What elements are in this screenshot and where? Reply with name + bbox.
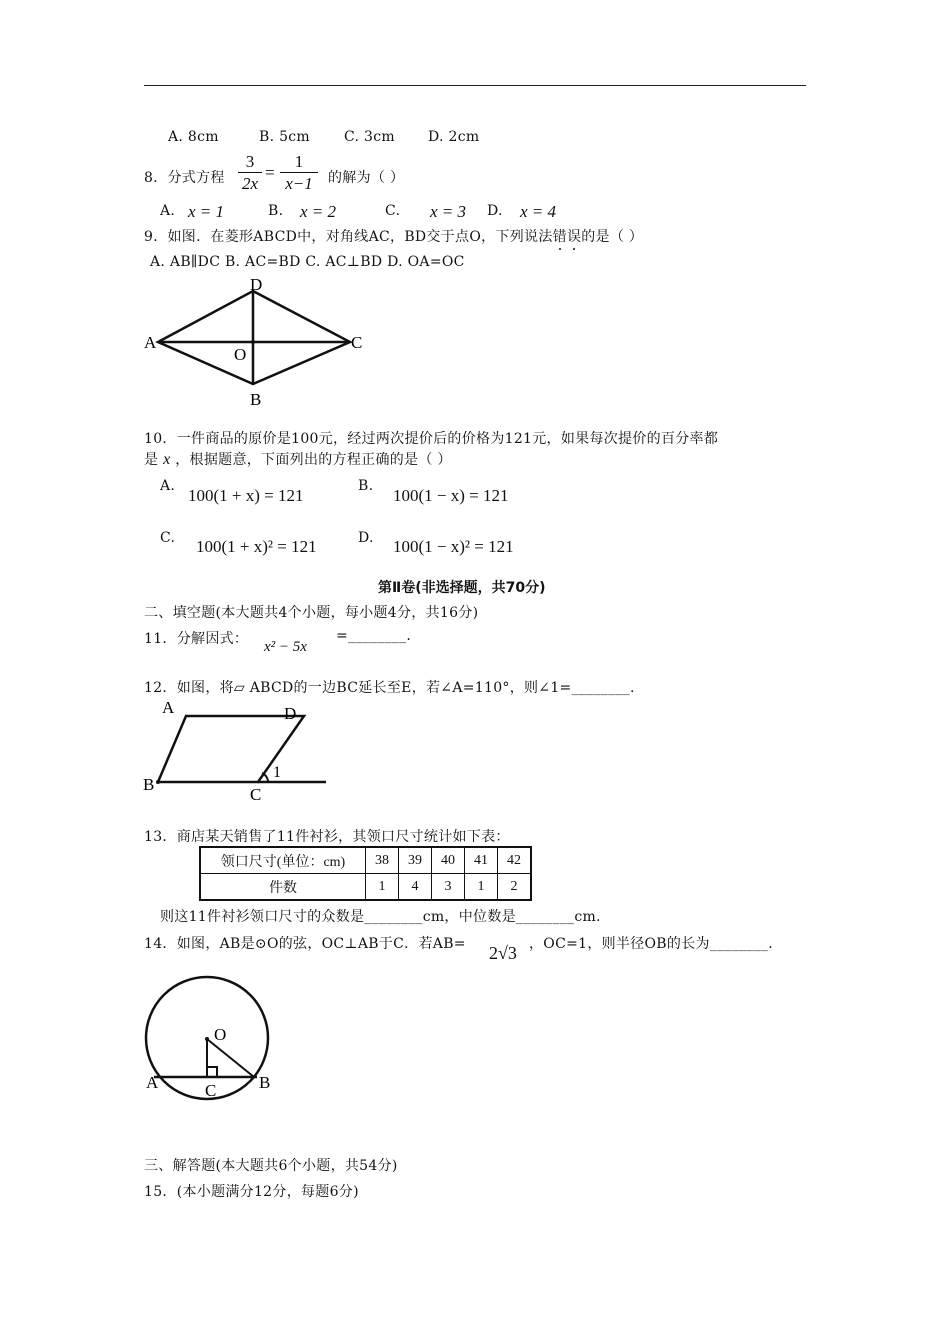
q8-option-a-label: A. <box>160 203 176 219</box>
circle-label-b: B <box>259 1073 271 1092</box>
table-cell: 件数 <box>200 874 366 901</box>
table-cell: 4 <box>399 874 432 901</box>
q10-option-d-label: D. <box>358 530 374 546</box>
q12-parallelogram-figure <box>140 696 340 806</box>
point-b <box>156 780 160 784</box>
q8-rhs-fraction <box>280 152 318 195</box>
angle-1-label: 1 <box>273 764 281 781</box>
table-header-cell: 42 <box>498 847 532 874</box>
q10-variable: x <box>163 451 171 468</box>
q8-prefix: 8．分式方程 <box>144 170 225 186</box>
parallelogram-label-a: A <box>162 698 175 717</box>
table-header-cell: 38 <box>366 847 399 874</box>
q8-option-a: x = 1 <box>188 202 225 221</box>
q10-option-d: 100(1 − x)² = 121 <box>393 537 514 556</box>
table-cell: 2 <box>498 874 532 901</box>
rhombus-label-o: O <box>234 345 247 364</box>
q10-option-c: 100(1 + x)² = 121 <box>196 537 317 556</box>
table-header-cell: 40 <box>432 847 465 874</box>
rhombus-label-a: A <box>144 333 157 352</box>
q9-emph-1: 错 <box>552 229 567 245</box>
q11-suffix: =________. <box>336 628 412 644</box>
q10-option-b-label: B. <box>358 478 374 494</box>
q8-suffix: 的解为（ ） <box>328 170 405 186</box>
q9-text-after: 的是（ ） <box>581 229 644 245</box>
q7-option-a: A. 8cm <box>168 129 219 145</box>
table-cell: 1 <box>366 874 399 901</box>
q10-line-2-post: ，根据题意，下面列出的方程正确的是（ ） <box>175 452 452 468</box>
table-cell: 3 <box>432 874 465 901</box>
q10-line-1: 10．一件商品的原价是100元，经过两次提价后的价格为121元，如果每次提价的百分率都 <box>144 431 719 447</box>
q10-line-2 <box>144 449 452 469</box>
q8-option-b: x = 2 <box>300 202 337 221</box>
rhombus-label-c: C <box>351 333 363 352</box>
q8-option-c-label: C. <box>385 203 401 219</box>
q10-line-2-pre: 是 <box>144 452 159 468</box>
q9-question <box>144 226 643 246</box>
q7-option-b: B. 5cm <box>259 129 311 145</box>
table-header-cell: 39 <box>399 847 432 874</box>
table-row <box>200 847 531 874</box>
q8-equals: = <box>265 163 275 182</box>
collar-size-table <box>199 846 532 901</box>
table-header-cell: 41 <box>465 847 498 874</box>
q9-text-before: 9．如图．在菱形ABCD中，对角线AC，BD交于点O，下列说法 <box>144 229 553 245</box>
q14-suffix: ，OC=1，则半径OB的长为________. <box>529 936 773 952</box>
q10-option-b: 100(1 − x) = 121 <box>393 486 509 505</box>
q13-question: 13．商店某天销售了11件衬衫，其领口尺寸统计如下表： <box>144 829 510 845</box>
parallelogram-label-c: C <box>250 785 262 804</box>
right-angle-mark <box>207 1067 217 1077</box>
q8-rhs-den: x−1 <box>285 174 313 193</box>
circle-label-a: A <box>146 1073 159 1092</box>
rhombus-label-b: B <box>250 390 262 409</box>
q8-lhs-den: 2x <box>241 174 259 193</box>
q15-heading: 15．(本小题满分12分，每题6分) <box>144 1184 359 1200</box>
q8-option-d: x = 4 <box>520 202 557 221</box>
q8-option-d-label: D. <box>487 203 503 219</box>
q8-rhs-num: 1 <box>280 152 318 173</box>
segment-ob <box>207 1039 254 1077</box>
point-o <box>205 1037 209 1041</box>
q10-option-a-label: A. <box>160 478 176 494</box>
section-3-heading: 三、解答题(本大题共6个小题，共54分) <box>144 1158 398 1174</box>
q8-lhs-fraction <box>238 152 262 195</box>
section-2-heading: 二、填空题(本大题共4个小题，每小题4分，共16分) <box>144 605 479 621</box>
q13-followup: 则这11件衬衫领口尺寸的众数是________cm，中位数是________cm. <box>160 909 601 925</box>
q10-option-c-label: C. <box>160 530 176 546</box>
parallelogram-label-b: B <box>143 775 155 794</box>
q9-rhombus-figure <box>140 272 380 412</box>
parallelogram-shape <box>158 716 304 782</box>
circle-label-o: O <box>214 1025 227 1044</box>
q8-option-b-label: B. <box>268 203 284 219</box>
q14-prefix: 14．如图，AB是⊙O的弦，OC⊥AB于C．若AB= <box>144 936 466 952</box>
q11-prefix: 11．分解因式： <box>144 631 249 647</box>
q11-expression: x² − 5x <box>264 639 307 655</box>
q9-emph-2: 误 <box>566 229 582 245</box>
point-o <box>251 340 255 344</box>
q7-option-c: C. 3cm <box>344 129 395 145</box>
table-cell: 1 <box>465 874 498 901</box>
q9-options: A. AB∥DC B. AC=BD C. AC⊥BD D. OA=OC <box>150 254 465 270</box>
parallelogram-label-d: D <box>284 704 297 723</box>
q12-question: 12．如图，将▱ ABCD的一边BC延长至E，若∠A=110°，则∠1=________. <box>144 680 635 696</box>
table-row <box>200 874 531 901</box>
q14-ab-value: 2√3 <box>489 943 517 963</box>
circle-label-c: C <box>205 1081 217 1100</box>
header-rule <box>144 85 806 86</box>
q8-lhs-num: 3 <box>238 152 262 173</box>
part2-title: 第Ⅱ卷(非选择题，共70分) <box>378 580 546 596</box>
angle-1-arc <box>262 773 268 782</box>
q14-circle-figure <box>140 975 290 1115</box>
table-header-cell: 领口尺寸(单位：cm) <box>200 847 366 874</box>
q8-option-c: x = 3 <box>430 202 467 221</box>
q7-option-d: D. 2cm <box>428 129 480 145</box>
q10-option-a: 100(1 + x) = 121 <box>188 486 304 505</box>
rhombus-label-d: D <box>250 275 263 294</box>
